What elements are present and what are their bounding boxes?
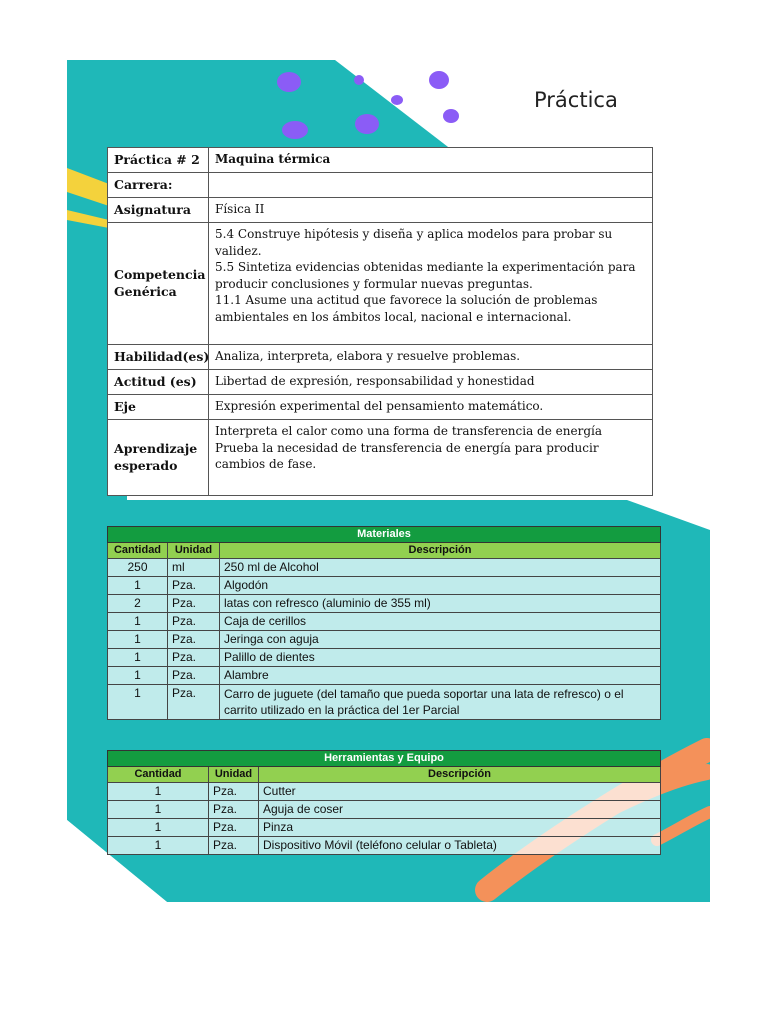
competencia-item: 11.1 Asume una actitud que favorece la solución de problemas ambientales en los ámbitos local, nacional e internacional. [215, 293, 598, 324]
unidad-cell: Pza. [168, 667, 220, 685]
cantidad-cell: 1 [108, 685, 168, 720]
descripcion-cell: Jeringa con aguja [220, 631, 661, 649]
cantidad-cell: 2 [108, 595, 168, 613]
column-header: Descripción [259, 767, 661, 783]
column-header: Unidad [209, 767, 259, 783]
purple-blob-7 [354, 75, 364, 85]
unidad-cell: ml [168, 559, 220, 577]
actitud-value: Libertad de expresión, responsabilidad y honestidad [209, 370, 653, 395]
descripcion-cell: Palillo de dientes [220, 649, 661, 667]
table-row [108, 685, 661, 720]
asignatura-row [108, 198, 653, 223]
purple-blob-2 [282, 121, 308, 139]
competencia-label-line: Genérica [114, 283, 177, 299]
carrera-label: Carrera: [108, 173, 209, 198]
aprendizaje-item: Interpreta el calor como una forma de transferencia de energía [215, 424, 602, 438]
purple-blob-1 [277, 72, 301, 92]
practice-value: Maquina térmica [209, 148, 653, 173]
unidad-cell: Pza. [209, 783, 259, 801]
cantidad-cell: 1 [108, 801, 209, 819]
table-row [108, 595, 661, 613]
descripcion-cell: Pinza [259, 819, 661, 837]
descripcion-cell: Carro de juguete (del tamaño que pueda soportar una lata de refresco) o el carrito utilizado en la práctica del 1er Parcial [220, 685, 661, 720]
unidad-cell: Pza. [168, 631, 220, 649]
descripcion-cell: 250 ml de Alcohol [220, 559, 661, 577]
table-row [108, 631, 661, 649]
column-header: Cantidad [108, 767, 209, 783]
cantidad-cell: 1 [108, 577, 168, 595]
table-row [108, 837, 661, 855]
eje-label: Eje [108, 395, 209, 420]
cantidad-cell: 1 [108, 631, 168, 649]
descripcion-cell: Caja de cerillos [220, 613, 661, 631]
document-page [67, 60, 710, 902]
unidad-cell: Pza. [168, 595, 220, 613]
purple-blob-4 [429, 71, 449, 89]
practice-info-table [107, 147, 653, 496]
carrera-value [209, 173, 653, 198]
practice-row [108, 148, 653, 173]
aprendizaje-item: Prueba la necesidad de transferencia de energía para producir cambios de fase. [215, 440, 599, 471]
aprendizaje-label-line: Aprendizaje [114, 441, 198, 456]
habilidad-value: Analiza, interpreta, elabora y resuelve problemas. [209, 345, 653, 370]
competencia-value [209, 223, 653, 345]
competencia-item: 5.5 Sintetiza evidencias obtenidas mediante la experimentación para producir conclusiones y formular nuevas preguntas. [215, 260, 636, 291]
cantidad-cell: 1 [108, 837, 209, 855]
column-header: Cantidad [108, 543, 168, 559]
descripcion-cell: Algodón [220, 577, 661, 595]
page-heading: Práctica [534, 88, 618, 112]
habilidad-label: Habilidad(es) [108, 345, 209, 370]
table-row [108, 577, 661, 595]
tools-title-row [108, 751, 661, 767]
descripcion-cell: Dispositivo Móvil (teléfono celular o Tableta) [259, 837, 661, 855]
table-row [108, 819, 661, 837]
descripcion-cell: Cutter [259, 783, 661, 801]
unidad-cell: Pza. [168, 685, 220, 720]
unidad-cell: Pza. [168, 577, 220, 595]
materials-table [107, 526, 661, 720]
table-row [108, 783, 661, 801]
unidad-cell: Pza. [209, 801, 259, 819]
materials-header-row [108, 543, 661, 559]
materials-title-row [108, 527, 661, 543]
practice-label: Práctica # 2 [108, 148, 209, 173]
competencia-label-line: Competencia [114, 267, 206, 282]
unidad-cell: Pza. [168, 649, 220, 667]
purple-blob-5 [443, 109, 459, 123]
asignatura-value: Física II [209, 198, 653, 223]
teal-shape-top [67, 60, 452, 150]
cantidad-cell: 1 [108, 613, 168, 631]
carrera-row [108, 173, 653, 198]
cantidad-cell: 1 [108, 667, 168, 685]
actitud-label: Actitud (es) [108, 370, 209, 395]
tools-table [107, 750, 661, 855]
descripcion-cell: Alambre [220, 667, 661, 685]
eje-row [108, 395, 653, 420]
table-row [108, 649, 661, 667]
table-row [108, 667, 661, 685]
aprendizaje-row [108, 420, 653, 496]
unidad-cell: Pza. [209, 837, 259, 855]
competencia-row [108, 223, 653, 345]
aprendizaje-value [209, 420, 653, 496]
descripcion-cell: Aguja de coser [259, 801, 661, 819]
purple-blob-3 [355, 114, 379, 134]
table-row [108, 613, 661, 631]
table-row [108, 801, 661, 819]
table-row [108, 559, 661, 577]
column-header: Descripción [220, 543, 661, 559]
descripcion-cell: latas con refresco (aluminio de 355 ml) [220, 595, 661, 613]
eje-value: Expresión experimental del pensamiento matemático. [209, 395, 653, 420]
unidad-cell: Pza. [168, 613, 220, 631]
aprendizaje-label [108, 420, 209, 496]
habilidad-row [108, 345, 653, 370]
cantidad-cell: 1 [108, 783, 209, 801]
cantidad-cell: 250 [108, 559, 168, 577]
asignatura-label: Asignatura [108, 198, 209, 223]
tools-title: Herramientas y Equipo [108, 751, 661, 767]
unidad-cell: Pza. [209, 819, 259, 837]
aprendizaje-label-line: esperado [114, 457, 178, 473]
cantidad-cell: 1 [108, 649, 168, 667]
competencia-item: 5.4 Construye hipótesis y diseña y aplica modelos para probar su validez. [215, 227, 613, 258]
tools-header-row [108, 767, 661, 783]
purple-blob-6 [391, 95, 403, 105]
column-header: Unidad [168, 543, 220, 559]
actitud-row [108, 370, 653, 395]
materials-title: Materiales [108, 527, 661, 543]
cantidad-cell: 1 [108, 819, 209, 837]
competencia-label [108, 223, 209, 345]
